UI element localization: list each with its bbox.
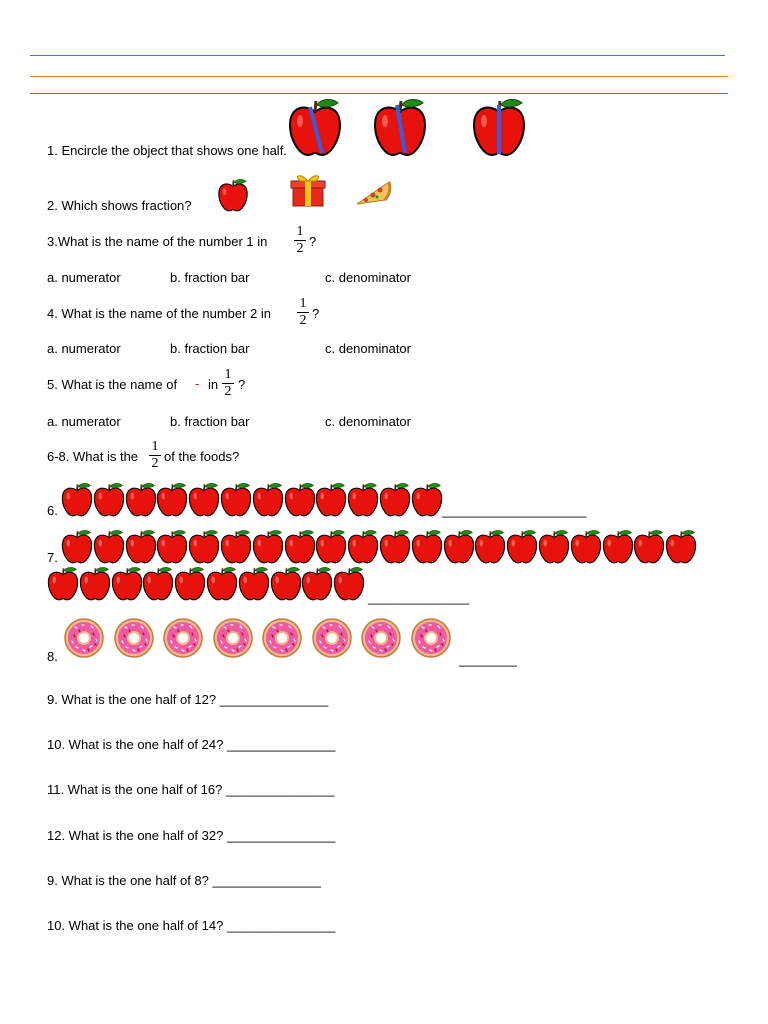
- answer-blank-q7[interactable]: ______________: [368, 590, 470, 605]
- donut-icon: [63, 617, 105, 659]
- apple-icon: [314, 482, 348, 517]
- donut-icon: [113, 617, 155, 659]
- header-rule-blue-2: [30, 93, 728, 94]
- question-mark: ?: [312, 306, 320, 321]
- apple-icon: [378, 529, 412, 564]
- apple-icon: [410, 482, 444, 517]
- apple-icon: [283, 529, 317, 564]
- apple-icon: [346, 529, 380, 564]
- apple-icon: [601, 529, 635, 564]
- apple-icon: [124, 529, 158, 564]
- question-13: 9. What is the one half of 8? _______________: [47, 873, 321, 888]
- half-apple-icon-3[interactable]: [470, 97, 528, 157]
- apple-icon: [219, 482, 253, 517]
- apple-icon: [505, 529, 539, 564]
- question-4: 4. What is the name of the number 2 in: [47, 306, 272, 321]
- answer-blank-q6[interactable]: ____________________: [442, 503, 587, 518]
- apple-icon: [60, 482, 94, 517]
- question-9: 9. What is the one half of 12? _______________: [47, 692, 329, 707]
- apple-icon: [269, 566, 303, 601]
- question-5: 5. What is the name of: [47, 377, 178, 392]
- apple-icon: [78, 566, 112, 601]
- apple-icon: [219, 529, 253, 564]
- question-1: 1. Encircle the object that shows one half.: [47, 143, 287, 158]
- pizza-slice-icon[interactable]: [355, 178, 393, 208]
- apple-icon: [141, 566, 175, 601]
- apple-icon: [442, 529, 476, 564]
- apple-icon: [569, 529, 603, 564]
- question-2: 2. Which shows fraction?: [47, 198, 192, 213]
- choice-a[interactable]: a. numerator: [47, 270, 121, 285]
- apple-icon: [473, 529, 507, 564]
- apple-icon: [410, 529, 444, 564]
- question-6-8-end: of the foods?: [164, 449, 240, 464]
- apple-icon: [251, 482, 285, 517]
- question-11: 11. What is the one half of 16? _______________: [47, 782, 335, 797]
- fraction-one-half: 1 2: [297, 297, 309, 328]
- apple-icon: [346, 482, 380, 517]
- gift-icon[interactable]: [290, 172, 326, 208]
- apple-icon: [537, 529, 571, 564]
- fraction-one-half: 1 2: [294, 225, 306, 256]
- apple-icon: [155, 529, 189, 564]
- apple-icon: [92, 482, 126, 517]
- header-rule-blue: [30, 55, 725, 56]
- half-apple-icon-2[interactable]: [371, 97, 429, 157]
- apple-icon: [332, 566, 366, 601]
- fraction-bar-symbol: -: [195, 376, 200, 391]
- apple-icon: [300, 566, 334, 601]
- donut-icon: [261, 617, 303, 659]
- question-10: 10. What is the one half of 24? _______________: [47, 737, 336, 752]
- apple-icon: [251, 529, 285, 564]
- apple-icon: [110, 566, 144, 601]
- apple-icon: [632, 529, 666, 564]
- question-5-in: in: [208, 377, 219, 392]
- question-8-label: 8.: [47, 649, 58, 664]
- apple-icon: [378, 482, 412, 517]
- answer-blank-q8[interactable]: ________: [459, 652, 517, 667]
- apple-icon: [155, 482, 189, 517]
- header-rule-orange: [30, 76, 728, 77]
- choice-c[interactable]: c. denominator: [325, 270, 411, 285]
- apple-icon: [46, 566, 80, 601]
- apple-icon: [205, 566, 239, 601]
- question-mark: ?: [309, 234, 317, 249]
- question-7-label: 7.: [47, 550, 58, 565]
- apple-icon: [173, 566, 207, 601]
- fraction-one-half: 1 2: [149, 440, 161, 471]
- choice-b[interactable]: b. fraction bar: [170, 270, 250, 285]
- choice-a[interactable]: a. numerator: [47, 341, 121, 356]
- apple-icon: [237, 566, 271, 601]
- apple-icon: [60, 529, 94, 564]
- choice-b[interactable]: b. fraction bar: [170, 414, 250, 429]
- apple-icon: [92, 529, 126, 564]
- apple-icon: [314, 529, 348, 564]
- fraction-one-half: 1 2: [222, 368, 234, 399]
- question-6-8: 6-8. What is the: [47, 449, 139, 464]
- question-14: 10. What is the one half of 14? _______________: [47, 918, 336, 933]
- choice-a[interactable]: a. numerator: [47, 414, 121, 429]
- donut-icon: [311, 617, 353, 659]
- apple-icon: [187, 482, 221, 517]
- apple-icon[interactable]: [216, 178, 250, 212]
- donut-icon: [212, 617, 254, 659]
- question-6-label: 6.: [47, 503, 58, 518]
- question-mark: ?: [238, 377, 246, 392]
- choice-b[interactable]: b. fraction bar: [170, 341, 250, 356]
- donut-icon: [162, 617, 204, 659]
- question-3: 3.What is the name of the number 1 in: [47, 234, 268, 249]
- choice-c[interactable]: c. denominator: [325, 414, 411, 429]
- choice-c[interactable]: c. denominator: [325, 341, 411, 356]
- apple-icon: [187, 529, 221, 564]
- donut-icon: [360, 617, 402, 659]
- apple-icon: [283, 482, 317, 517]
- question-12: 12. What is the one half of 32? _______________: [47, 828, 336, 843]
- half-apple-icon-1[interactable]: [286, 97, 344, 157]
- donut-icon: [410, 617, 452, 659]
- apple-icon: [124, 482, 158, 517]
- apple-icon: [664, 529, 698, 564]
